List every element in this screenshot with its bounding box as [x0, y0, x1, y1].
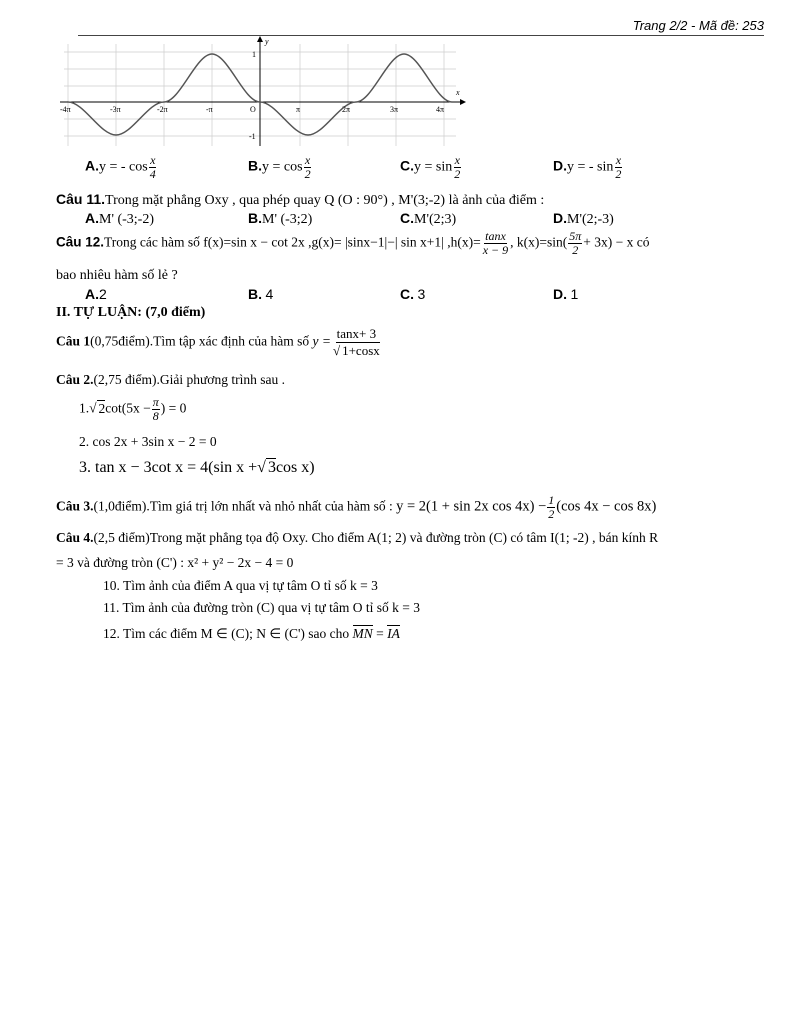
- fraction-num: 1: [548, 493, 555, 507]
- option-text: 3: [417, 286, 426, 302]
- q10-option-d: [553, 154, 623, 181]
- fraction-den: 2: [548, 507, 555, 521]
- question-text: (1,0điểm).Tìm giá trị lớn nhất và nhỏ nhất của hàm số :: [93, 498, 393, 514]
- fraction-num: x: [304, 153, 311, 167]
- q12-option-c: [400, 286, 425, 304]
- question-12-line2: bao nhiêu hàm số lẻ ?: [56, 268, 178, 283]
- question-label: Câu 11.: [56, 191, 106, 207]
- fraction: [453, 154, 461, 181]
- fraction-den: 2: [572, 243, 579, 257]
- vector-ia: IA: [387, 626, 400, 641]
- option-letter: C.: [400, 157, 414, 174]
- q11-option-a: [85, 210, 154, 228]
- option-letter: A.: [85, 210, 99, 226]
- equation-3: 3. tan x − 3cot x = 4(sin x +√ 3cos x): [79, 459, 315, 476]
- question-text: , k(x)=sin(: [510, 234, 568, 250]
- fraction-den: 2: [454, 167, 461, 181]
- question-label: Câu 3.: [56, 498, 94, 514]
- q12-option-a: [85, 286, 107, 304]
- fraction-den: 2: [304, 167, 311, 181]
- eq-number: 1.: [79, 400, 90, 416]
- equation-2: 2. cos 2x + 3sin x − 2 = 0: [79, 434, 217, 449]
- sqrt-body: 3: [267, 459, 276, 476]
- fraction-num: x: [150, 153, 156, 167]
- x-tick-label: -2π: [157, 105, 168, 114]
- question-text: Trong mặt phẳng Oxy , qua phép quay Q (O : 90°) , M'(3;-2) là ảnh của điểm :: [105, 193, 545, 208]
- sqrt-body: 1+cosx: [342, 343, 380, 358]
- x-axis-label: x: [456, 88, 460, 97]
- x-tick-label: 3π: [390, 105, 399, 114]
- fraction-num: π: [152, 395, 159, 409]
- question-text: Trong các hàm số f(x)=sin x − cot 2x ,g(x)= |sinx−1|−| sin x+1| ,h(x)=: [104, 234, 481, 250]
- x-tick-label: -3π: [110, 105, 121, 114]
- question-4-item-11: 11. Tìm ảnh của đường tròn (C) qua vị tự tâm O tỉ số k = 3: [103, 600, 420, 615]
- y-tick-label: 1: [252, 50, 256, 59]
- eq-text: cot(5x −: [105, 400, 151, 416]
- question-label: Câu 12.: [56, 234, 105, 250]
- option-letter: B.: [248, 157, 262, 174]
- fraction-den: x − 9: [482, 243, 509, 257]
- option-text: M'(2;3): [414, 212, 457, 227]
- option-text: 1: [570, 286, 579, 302]
- option-text: y = cos: [262, 159, 303, 175]
- q10-option-a: [85, 154, 158, 181]
- formula: y = 2(1 + sin 2x cos 4x) −: [396, 498, 547, 515]
- eq-text: cos x): [275, 459, 315, 476]
- option-text: y = - sin: [567, 159, 614, 175]
- x-tick-label: 4π: [436, 105, 445, 114]
- q11-option-b: [248, 210, 312, 228]
- option-letter: C.: [400, 210, 414, 226]
- math-y: y =: [312, 333, 331, 349]
- x-tick-label: -4π: [60, 105, 71, 114]
- item-text: 12. Tìm các điểm M ∈ (C); N ∈ (C') sao cho: [103, 626, 350, 641]
- option-text: M' (-3;2): [262, 212, 313, 227]
- h-fraction: [482, 230, 509, 257]
- fraction-den: 4: [149, 167, 156, 181]
- equation-1: 1.√ 2cot(5x − $\frac{\pi}{8}$ ) = 0: [79, 395, 187, 423]
- fraction: [304, 154, 312, 181]
- fraction-den: √ 1+cosx: [332, 343, 380, 358]
- eq-text: ) = 0: [160, 400, 187, 416]
- option-letter: D.: [553, 157, 567, 174]
- q10-option-b: [248, 154, 313, 181]
- y-axis-label: y: [265, 37, 269, 46]
- essay-question-3: [56, 494, 656, 521]
- section-heading: II. TỰ LUẬN: (7,0 điểm): [56, 305, 206, 320]
- q12-option-d: [553, 286, 578, 304]
- fraction-num: tanx+ 3: [336, 326, 377, 341]
- option-letter: D.: [553, 286, 567, 302]
- fraction-num: 5π: [569, 229, 582, 243]
- fraction-num: x: [454, 153, 460, 167]
- vector-mn: MN: [352, 626, 373, 641]
- k-fraction: [568, 230, 582, 257]
- x-tick-label: -π: [206, 105, 213, 114]
- question-text: + 3x) − x có: [583, 234, 650, 250]
- option-text: M'(2;-3): [567, 212, 614, 227]
- option-text: 4: [265, 286, 274, 302]
- sqrt-body: 2: [98, 400, 106, 416]
- essay-question-1: [56, 326, 382, 359]
- option-letter: A.: [85, 286, 99, 302]
- fraction: [614, 154, 622, 181]
- q11-option-d: [553, 210, 614, 228]
- question-11: [56, 191, 544, 209]
- fraction-den: 2: [615, 167, 622, 181]
- eq-text: 3. tan x − 3cot x = 4(sin x +: [79, 459, 258, 476]
- fraction: [152, 396, 160, 423]
- question-label: Câu 4.: [56, 530, 94, 545]
- option-text: 2: [99, 286, 107, 302]
- page-header: Trang 2/2 - Mã đề: 253: [632, 18, 764, 33]
- option-letter: D.: [553, 210, 567, 226]
- fraction: [149, 154, 157, 181]
- option-text: M' (-3;-2): [99, 212, 155, 227]
- q12-option-b: [248, 286, 273, 304]
- x-tick-label: 2π: [342, 105, 351, 114]
- essay-question-4: [56, 530, 658, 546]
- option-letter: C.: [400, 286, 414, 302]
- question-text: (0,75điểm).Tìm tập xác định của hàm số: [90, 333, 310, 349]
- fraction: [332, 326, 381, 359]
- option-letter: A.: [85, 157, 99, 174]
- equals: =: [376, 626, 384, 641]
- fraction-num: x: [615, 153, 622, 167]
- q10-option-c: [400, 154, 462, 181]
- option-text: y = - cos: [99, 159, 148, 175]
- option-letter: B.: [248, 286, 262, 302]
- q11-option-c: [400, 210, 456, 228]
- question-4-item-12: [103, 626, 400, 642]
- question-4-item-10: 10. Tìm ảnh của điểm A qua vị tự tâm O tỉ số k = 3: [103, 578, 378, 593]
- question-text: (2,75 điểm).Giải phương trình sau .: [93, 372, 285, 387]
- y-axis-arrow: [257, 36, 263, 42]
- question-text: (2,5 điểm)Trong mặt phẳng tọa độ Oxy. Cho điểm A(1; 2) và đường tròn (C) có tâm I(1; -2) , bán kính R: [93, 530, 659, 545]
- essay-question-2: [56, 372, 285, 388]
- formula: (cos 4x − cos 8x): [556, 498, 657, 515]
- x-tick-label: π: [296, 105, 301, 114]
- x-axis-arrow: [460, 99, 466, 105]
- fraction-den: 8: [152, 409, 159, 423]
- fraction: [547, 494, 555, 521]
- question-12: [56, 230, 650, 257]
- y-tick-label: -1: [249, 132, 256, 141]
- option-letter: B.: [248, 210, 262, 226]
- question-4-line2: = 3 và đường tròn (C') : x² + y² − 2x − 4 = 0: [56, 555, 294, 570]
- question-label: Câu 2.: [56, 372, 94, 387]
- origin-label: O: [250, 105, 256, 114]
- option-text: y = sin: [414, 159, 453, 175]
- question-label: Câu 1: [56, 333, 91, 349]
- sine-graph: [56, 34, 466, 152]
- fraction-num: tanx: [485, 229, 506, 243]
